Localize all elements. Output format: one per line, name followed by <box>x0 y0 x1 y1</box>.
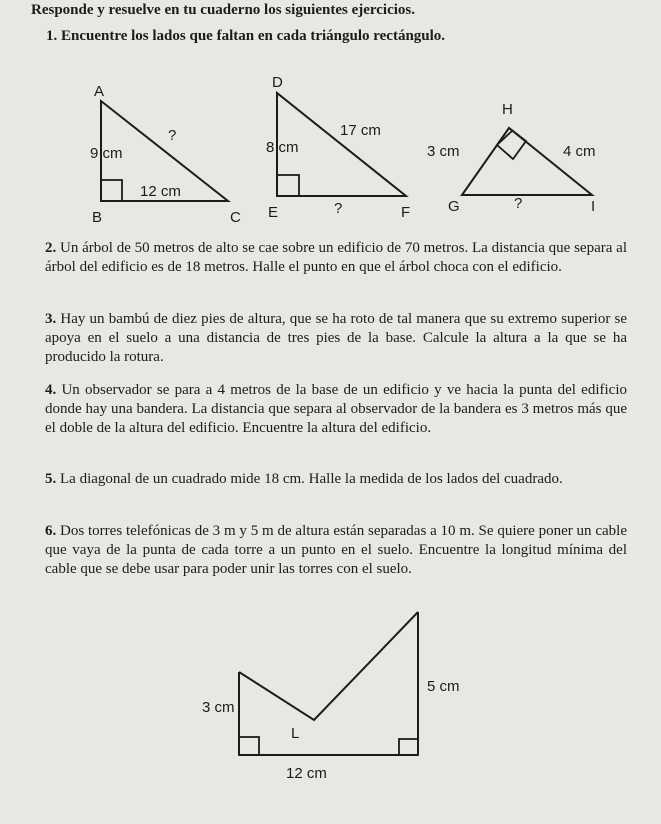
side-ac-label: ? <box>168 127 177 144</box>
towers-diagram <box>202 612 460 782</box>
exercise-3-number: 3. <box>45 311 57 327</box>
side-bc-label: 12 cm <box>140 183 181 200</box>
side-hi-label: 4 cm <box>563 143 596 160</box>
vertex-f-label: F <box>401 204 411 221</box>
side-gi-label: ? <box>514 195 523 212</box>
vertex-a-label: A <box>94 83 105 100</box>
exercise-4-text: Un observador se para a 4 metros de la base de un edificio y ve hacia la punta del edificio donde hay una bandera. La distancia que separa al observador de la bandera es 3 metros más que el doble de la altura del edificio. Encuentre la altura del edificio. <box>45 382 627 436</box>
exercise-5-text: La diagonal de un cuadrado mide 18 cm. Halle la medida de los lados del cuadrado. <box>60 471 563 487</box>
side-ef-label: ? <box>334 200 343 217</box>
base-length-label: 12 cm <box>286 765 327 782</box>
vertex-e-label: E <box>268 204 279 221</box>
exercise-5-number: 5. <box>45 471 57 487</box>
exercise-1-number: 1. <box>46 28 58 44</box>
vertex-g-label: G <box>448 198 460 215</box>
side-ab-label: 9 cm <box>90 145 123 162</box>
right-angle-mark-left <box>239 737 259 755</box>
exercise-4-number: 4. <box>45 382 57 398</box>
vertex-i-label: I <box>591 198 596 215</box>
side-gh-label: 3 cm <box>427 143 460 160</box>
exercise-1-text: Encuentre los lados que faltan en cada triángulo rectángulo. <box>61 28 446 44</box>
cable <box>239 612 418 720</box>
exercise-2-text: Un árbol de 50 metros de alto se cae sobre un edificio de 70 metros. La distancia que separa al árbol del edificio es de 18 metros. Halle el punto en que el árbol choca con el edificio. <box>45 240 627 275</box>
vertex-b-label: B <box>92 209 103 226</box>
left-height-label: 3 cm <box>202 699 235 716</box>
vertex-d-label: D <box>272 74 283 91</box>
vertex-c-label: C <box>230 209 241 226</box>
side-de-label: 8 cm <box>266 139 299 156</box>
vertex-h-label: H <box>502 101 513 118</box>
instruction-header: Responde y resuelve en tu cuaderno los siguientes ejercicios. <box>31 2 416 18</box>
exercise-6-text: Dos torres telefónicas de 3 m y 5 m de altura están separadas a 10 m. Se quiere poner un cable que vaya de la punta de cada torre a un punto en el suelo. Encuentre la longitud mínima del cable que se debe usar para poder unir las torres con el suelo. <box>45 523 627 577</box>
exercise-3-text: Hay un bambú de diez pies de altura, que se ha roto de tal manera que su extremo superior se apoya en el suelo a una distancia de tres pies de la base. Calcule la altura a la que se ha producido la rotura. <box>45 311 627 365</box>
exercise-2-number: 2. <box>45 240 57 256</box>
right-angle-mark-right <box>399 739 418 755</box>
exercise-6-number: 6. <box>45 523 57 539</box>
right-height-label: 5 cm <box>427 678 460 695</box>
point-l-label: L <box>291 725 300 742</box>
side-df-label: 17 cm <box>340 122 381 139</box>
